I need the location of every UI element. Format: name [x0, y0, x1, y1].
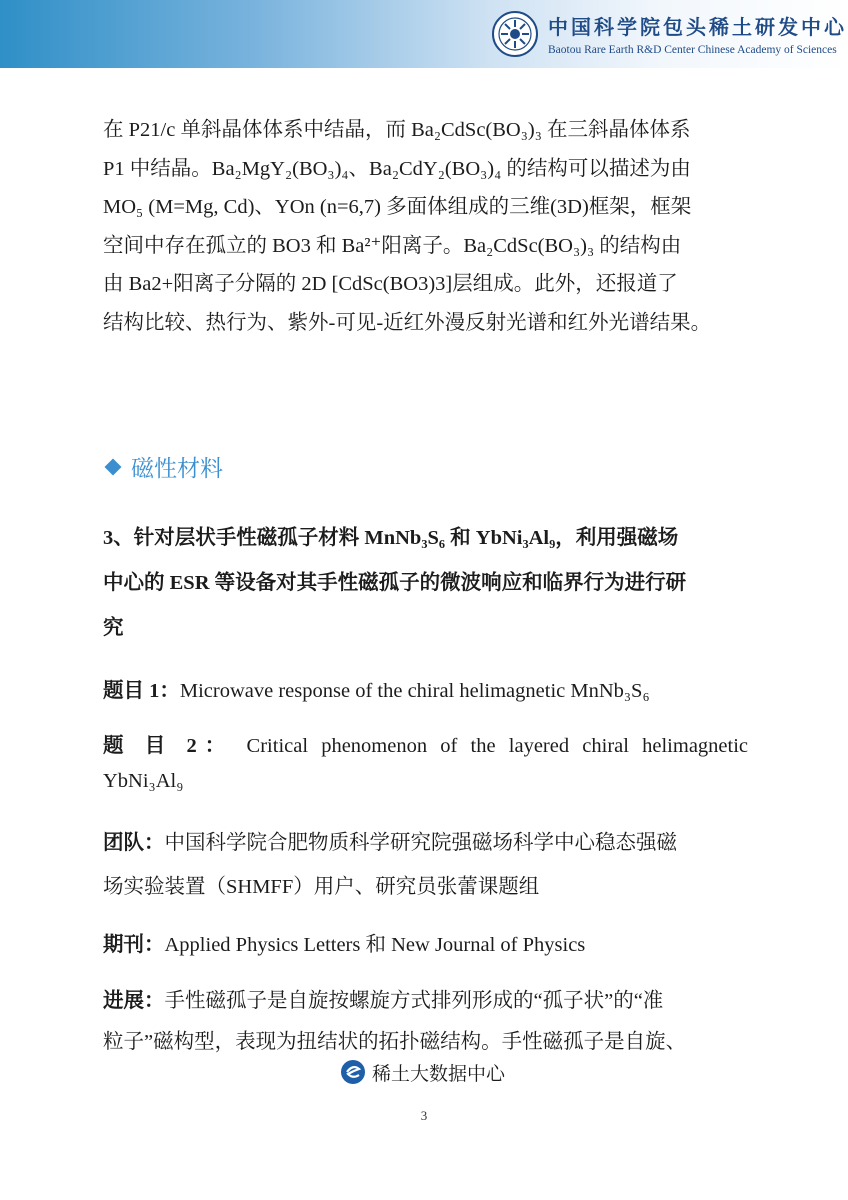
org-name-en: Baotou Rare Earth R&D Center Chinese Academy of Sciences: [548, 44, 837, 56]
topic-1-label: 题目 1：: [103, 680, 180, 702]
diamond-bullet-icon: [105, 459, 122, 476]
page-number: 3: [420, 1108, 428, 1123]
intro-line: 由 Ba2+阳离子分隔的 2D [CdSc(BO3)3]层组成。此外，还报道了: [103, 273, 678, 296]
intro-line: MO₅ (M=Mg, Cd)、YOn (n=6,7) 多面体组成的三维(3D)框架，框架: [103, 196, 692, 219]
team: [103, 825, 748, 855]
team-label: 团队：: [103, 832, 165, 854]
topic-1-text: Microwave response of the chiral helimagnetic MnNb₃S₆: [179, 680, 650, 702]
intro-line: P1 中结晶。Ba₂MgY₂(BO₃)₄、Ba₂CdY₂(BO₃)₄ 的结构可以描述为由: [103, 157, 691, 180]
team-text: 中国科学院合肥物质科学研究院强磁场科学中心稳态强磁: [164, 832, 677, 854]
topic-1: [103, 673, 748, 703]
topic-2-text: Critical phenomenon of the layered chiral helimagnetic: [246, 735, 749, 757]
progress: [103, 983, 748, 1013]
progress-text: 手性磁孤子是自旋按螺旋方式排列形成的“孤子状”的“准: [164, 990, 664, 1012]
topic-2-label: 题 目 2：: [103, 735, 234, 757]
footer-brand: 稀土大数据中心: [372, 1063, 506, 1085]
journal: [103, 927, 748, 957]
section-title: 磁性材料: [131, 456, 223, 482]
topic-2-continued: YbNi₃Al₉: [103, 770, 184, 792]
org-name-cn: 中国科学院包头稀土研发中心: [548, 15, 847, 39]
item-heading-line: 中心的 ESR 等设备对其手性磁孤子的微波响应和临界行为进行研: [103, 572, 687, 594]
intro-line: 空间中存在孤立的 BO3 和 Ba²⁺阳离子。Ba₂CdSc(BO₃)₃ 的结构由: [103, 234, 682, 257]
topic-2: [103, 728, 748, 758]
team-continued: 场实验装置（SHMFF）用户、研究员张蕾课题组: [103, 876, 540, 898]
item-heading-line: 究: [103, 617, 124, 639]
intro-line: 结构比较、热行为、紫外-可见-近红外漫反射光谱和红外光谱结果。: [103, 311, 712, 334]
intro-line: 在 P21/c 单斜晶体体系中结晶，而 Ba₂CdSc(BO₃)₃ 在三斜晶体体系: [103, 119, 691, 141]
cas-emblem-icon: [492, 11, 538, 57]
item-heading-line: 3、针对层状手性磁孤子材料 MnNb₃S₆ 和 YbNi₃Al₉，利用强磁场: [103, 527, 679, 549]
section-heading: [103, 450, 503, 483]
progress-label: 进展：: [103, 990, 165, 1012]
intro-paragraph: [103, 111, 748, 343]
journal-text: Applied Physics Letters 和 New Journal of Physics: [164, 934, 586, 956]
progress-continued: 粒子”磁构型，表现为扭结状的拓扑磁结构。手性磁孤子是自旋、: [103, 1031, 687, 1053]
header-band: [0, 0, 848, 68]
journal-label: 期刊：: [103, 934, 165, 956]
data-center-logo-icon: [340, 1059, 366, 1085]
